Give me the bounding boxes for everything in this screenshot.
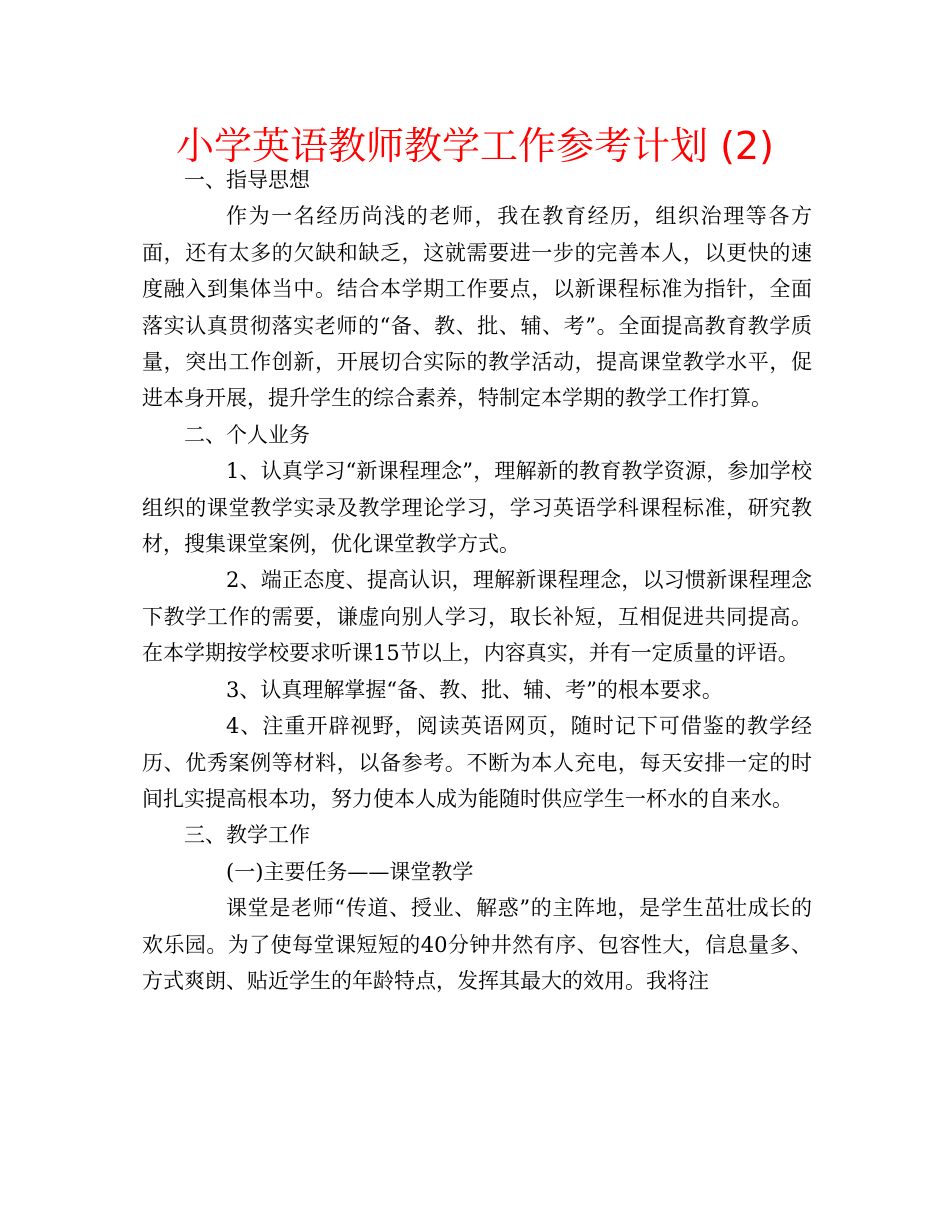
- paragraph-classroom: 课堂是老师“传道、授业、解惑”的主阵地，是学生茁壮成长的欢乐园。为了使每堂课短短的40分钟井然有序、包容性大，信息量多、方式爽朗、贴近学生的年龄特点，发挥其最大的效用。我将注: [142, 896, 812, 993]
- paragraph-guiding-ideology: 作为一名经历尚浅的老师，我在教育经历，组织治理等各方面，还有太多的欠缺和缺乏，这就需要进一步的完善本人，以更快的速度融入到集体当中。结合本学期工作要点，以新课程标准为指针，全面落实认真贯彻落实老师的“备、教、批、辅、考”。全面提高教育教学质量，突出工作创新，开展切合实际的教学活动，提高课堂教学水平，促进本身开展，提升学生的综合素养，特制定本学期的教学工作打算。: [142, 204, 812, 411]
- document-title: 小学英语教师教学工作参考计划 (2): [176, 124, 774, 168]
- paragraph-item-3: 3、认真理解掌握“备、教、批、辅、考”的根本要求。: [226, 677, 723, 702]
- paragraph-item-1: 1、认真学习“新课程理念”，理解新的教育教学资源，参加学校组织的课堂教学实录及教学理论学习，学习英语学科课程标准，研究教材，搜集课堂案例，优化课堂教学方式。: [142, 459, 812, 557]
- section-heading-guiding-ideology: 一、指导思想: [184, 168, 310, 192]
- section-heading-teaching-work: 三、教学工作: [184, 823, 310, 848]
- subsection-heading-main-task: (一)主要任务——课堂教学: [226, 859, 474, 884]
- document-body: [142, 162, 812, 999]
- section-heading-personal-work: 二、个人业务: [184, 422, 310, 447]
- paragraph-item-2: 2、端正态度、提高认识，理解新课程理念，以习惯新课程理念下教学工作的需要，谦虚向别人学习，取长补短，互相促进共同提高。在本学期按学校要求听课15节以上，内容真实，并有一定质量的评语。: [142, 568, 812, 666]
- paragraph-item-4: 4、注重开辟视野，阅读英语网页，随时记下可借鉴的教学经历、优秀案例等材料，以备参考。不断为本人充电，每天安排一定的时间扎实提高根本功，努力使本人成为能随时供应学生一杯水的自来水。: [142, 714, 812, 811]
